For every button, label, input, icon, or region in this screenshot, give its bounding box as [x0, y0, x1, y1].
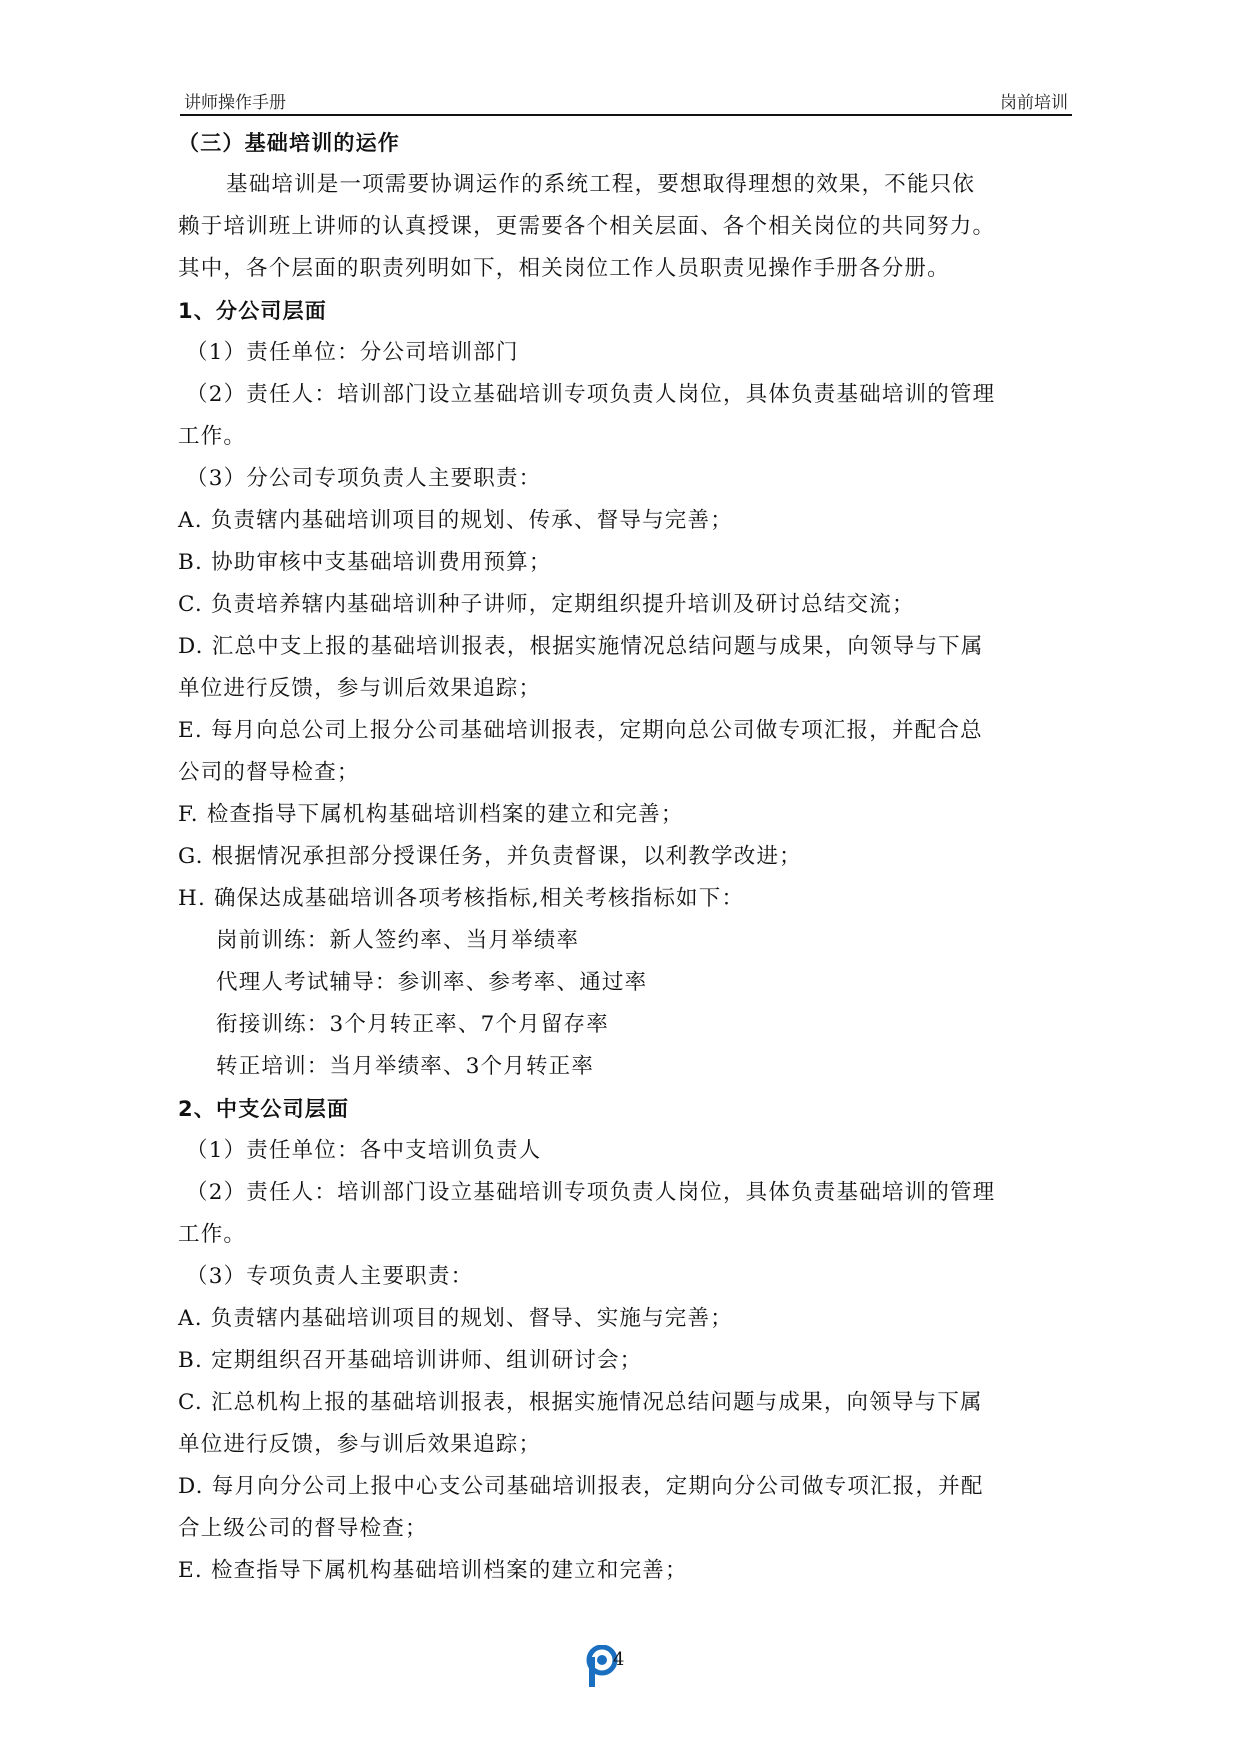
body-line: H. 确保达成基础培训各项考核指标,相关考核指标如下： [178, 886, 745, 911]
numbered-item-line: （1）责任单位：各中支培训负责人 [186, 1138, 542, 1163]
body-line: 工作。 [178, 1222, 247, 1247]
body-line: F. 检查指导下属机构基础培训档案的建立和完善； [178, 802, 684, 827]
body-line: 单位进行反馈，参与训后效果追踪； [178, 1432, 542, 1457]
numbered-item-line: （1）责任单位：分公司培训部门 [186, 340, 519, 365]
page-header [180, 88, 1072, 114]
body-line: A. 负责辖内基础培训项目的规划、督导、实施与完善； [178, 1306, 733, 1331]
body-line: A. 负责辖内基础培训项目的规划、传承、督导与完善； [178, 508, 733, 533]
body-line: 其中，各个层面的职责列明如下，相关岗位工作人员职责见操作手册各分册。 [178, 256, 950, 281]
numbered-item-line: （2）责任人：培训部门设立基础培训专项负责人岗位，具体负责基础培训的管理 [186, 1180, 996, 1205]
body-line: B. 协助审核中支基础培训费用预算； [178, 550, 552, 575]
body-line: D. 每月向分公司上报中心支公司基础培训报表，定期向分公司做专项汇报，并配 [178, 1474, 984, 1499]
section-heading: （三）基础培训的运作 [178, 131, 400, 155]
indicator-line: 衔接训练：3个月转正率、7个月留存率 [216, 1012, 609, 1037]
page-footer [585, 1645, 645, 1689]
body-line: 赖于培训班上讲师的认真授课，更需要各个相关层面、各个相关岗位的共同努力。 [178, 214, 996, 239]
body-line: D. 汇总中支上报的基础培训报表，根据实施情况总结问题与成果，向领导与下属 [178, 634, 984, 659]
header-title-right: 岗前培训 [1000, 93, 1068, 113]
body-line: 合上级公司的督导检查； [178, 1516, 428, 1541]
body-line: C. 汇总机构上报的基础培训报表，根据实施情况总结问题与成果，向领导与下属 [178, 1390, 983, 1415]
numbered-item-line: （3）分公司专项负责人主要职责： [186, 466, 542, 491]
body-line: C. 负责培养辖内基础培训种子讲师，定期组织提升培训及研讨总结交流； [178, 592, 915, 617]
body-line: 公司的督导检查； [178, 760, 360, 785]
body-line: E. 检查指导下属机构基础培训档案的建立和完善； [178, 1558, 688, 1583]
indicator-line: 转正培训：当月举绩率、3个月转正率 [216, 1054, 595, 1079]
body-line: 单位进行反馈，参与训后效果追踪； [178, 676, 542, 701]
indicator-line: 岗前训练：新人签约率、当月举绩率 [216, 928, 580, 953]
body-line: B. 定期组织召开基础培训讲师、组训研讨会； [178, 1348, 643, 1373]
body-line: G. 根据情况承担部分授课任务，并负责督课，以利教学改进； [178, 844, 802, 869]
header-divider [180, 114, 1072, 116]
body-line: E. 每月向总公司上报分公司基础培训报表，定期向总公司做专项汇报，并配合总 [178, 718, 983, 743]
paragraph-line: 基础培训是一项需要协调运作的系统工程，要想取得理想的效果，不能只依 [226, 172, 976, 197]
page-number: 4 [613, 1649, 625, 1670]
document-body [178, 122, 1078, 1592]
section-heading: 2、中支公司层面 [178, 1097, 350, 1121]
header-title-left: 讲师操作手册 [184, 93, 286, 113]
numbered-item-line: （3）专项负责人主要职责： [186, 1264, 474, 1289]
body-line: 工作。 [178, 424, 247, 449]
section-heading: 1、分公司层面 [178, 299, 328, 323]
numbered-item-line: （2）责任人：培训部门设立基础培训专项负责人岗位，具体负责基础培训的管理 [186, 382, 996, 407]
indicator-line: 代理人考试辅导：参训率、参考率、通过率 [216, 970, 648, 995]
